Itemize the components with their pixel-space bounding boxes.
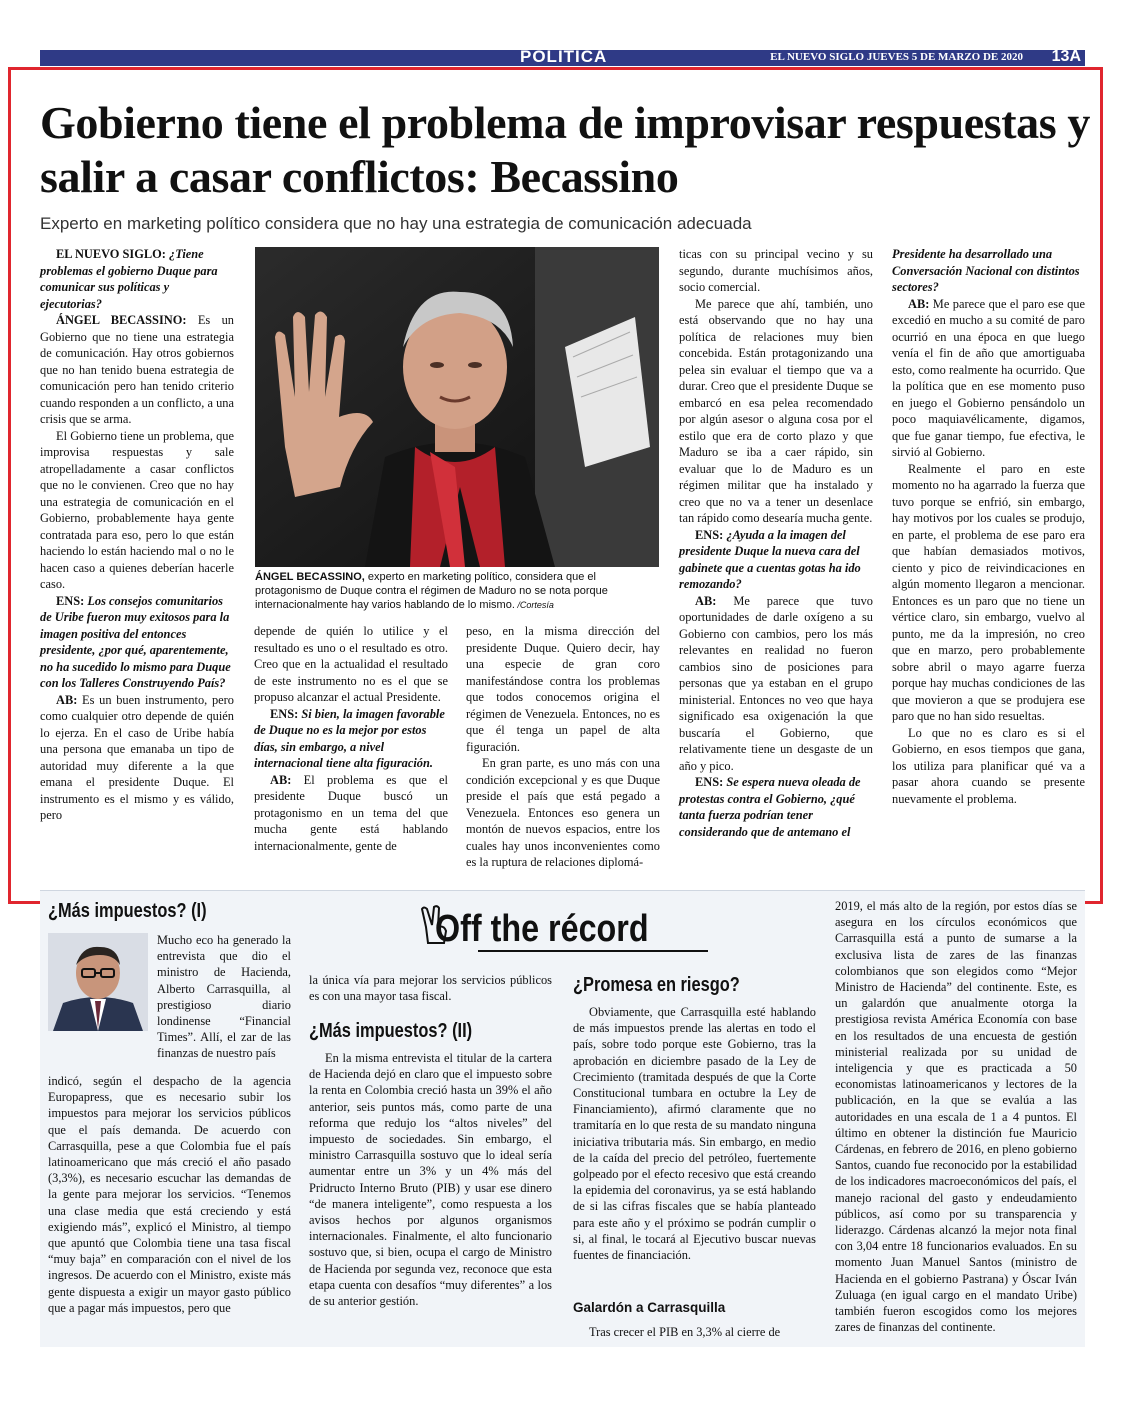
caption-name: ÁNGEL BECASSINO, bbox=[255, 571, 365, 583]
interviewer-label: EL NUEVO SIGLO: bbox=[56, 247, 166, 261]
paragraph: En la misma entrevista el titular de la cartera de Hacienda dejó en claro que el impuesto sobre la renta en Colombia creció hasta un 39% el año anterior, seis puntos más, como parte de una reforma que redujo los “altos niveles” del impuesto de sociedades. Sin embargo, el ministro Carrasquilla sostuvo que lo ideal sería aumentar entre un 3% y un 4% más del Pridructo Interno Bruto (PIB) y usar ese dinero “de manera inteligente”, como respuesta a los avisos hechos por algunos organismos internacionales. Finalmente, el alto funcionario sostuvo que, si bien, ocupa el cargo de Ministro de Hacienda por segunda vez, reconoce que esta etapa cuenta con desafíos “muy diferentes” a los de su anterior gestión. bbox=[309, 1051, 552, 1309]
portrait-illustration bbox=[255, 247, 659, 567]
question-text: Si bien, la imagen favorable de Duque no es la mejor por estos días, sin embargo, a nivel internacional tiene alta figuración. bbox=[254, 706, 445, 770]
section-heading: ¿Más impuestos? (I) bbox=[48, 900, 207, 922]
headline: Gobierno tiene el problema de improvisar respuestas y salir a casar conflictos: Becassino bbox=[40, 97, 1090, 203]
portrait-illustration bbox=[48, 933, 148, 1031]
interviewer-label: ENS: bbox=[270, 706, 299, 721]
article-column-4 bbox=[679, 246, 873, 840]
paragraph: ticas con su principal vecino y su segundo, durante muchísimos años, socio comercial. bbox=[679, 247, 873, 294]
paragraph: Tras crecer el PIB en 3,3% al cierre de bbox=[589, 1325, 781, 1339]
paragraph bbox=[254, 772, 448, 855]
answer-text: El problema es que el presidente Duque buscó un protagonismo en un tema del que mucha gente está hablando internacionalmente, gente de bbox=[254, 772, 448, 853]
article-column-2 bbox=[254, 623, 448, 854]
title-rule bbox=[478, 950, 708, 952]
question-text: ¿Tiene problemas el gobierno Duque para comunicar sus políticas y ejecutorias? bbox=[40, 247, 218, 311]
paragraph: Lo que no es claro es si el Gobierno, en esos tiempos que gana, los utiliza para planificar qué va a pasar ahora cuando se presente nuevamente el problema. bbox=[892, 725, 1085, 806]
paragraph: El Gobierno tiene un problema, que improvisa respuestas y sale atropelladamente a casar conflictos que no le convienen. Creo que no hay una estrategia de comunicación en el Gobierno, probablemente haya gente contratada para eso, pero lo que están haciendo lo están haciendo mal o no le hacen caso a quienes deberían hacerle caso. bbox=[40, 428, 234, 591]
otr-text-1b: indicó, según el despacho de la agencia Europapress, que es necesario subir los impuestos para mejorar los servicios públicos que el país demanda. De acuerdo con Carrasquilla, pese a que Colombia fue el país latinoamericano que más creció el año pasado (3,3%), es necesario escuchar las demandas de la gente para mejorar los servicios. “Tenemos una clase media que está creciendo y está exigiendo más”, explicó el Ministro, al tiempo que apuntó que Colombia tiene una tasa fiscal “muy baja” en comparación con el nivel de los ingresos. De acuerdo con el Ministro, existe más gente dispuesta a exigir un mayor gasto público que a pagar más impuestos, pero que bbox=[48, 1074, 291, 1315]
question bbox=[679, 527, 873, 593]
otr-text-2 bbox=[309, 1050, 552, 1309]
paragraph: peso, en la misma dirección del presidente Duque. Quiero decir, hay una especie de gran coro manifestándose contra los problemas que todos conocemos origina el régimen de Venezuela. Entonces, no es que él tenga un papel de alta figuración. bbox=[466, 624, 660, 754]
question bbox=[254, 706, 448, 772]
paragraph: depende de quién lo utilice y el resultado es uno o el resultado es otro. Creo que en la actualidad el resultado de este instrumento no es el que se propuso alcanzar el actual Presidente. bbox=[254, 624, 448, 704]
section-heading: Galardón a Carrasquilla bbox=[573, 1300, 726, 1315]
otr-text-3 bbox=[573, 1004, 816, 1263]
otr-text-1c: la única vía para mejorar los servicios públicos es con una mayor tasa fiscal. bbox=[309, 973, 552, 1004]
paragraph bbox=[892, 296, 1085, 461]
question bbox=[40, 593, 234, 692]
subheadline: Experto en marketing político considera que no hay una estrategia de comunicación adecuada bbox=[40, 214, 752, 233]
question-text: ¿Ayuda a la imagen del presidente Duque la nueva cara del gabinete que a cuentas gotas ha ido remozando? bbox=[679, 527, 861, 591]
newspaper-date: EL NUEVO SIGLO JUEVES 5 DE MARZO DE 2020 bbox=[770, 51, 1023, 63]
paragraph bbox=[679, 593, 873, 775]
answer-text: Me parece que tuvo oportunidades de darle oxígeno a su Gobierno con cambios, pero los más relevantes en realidad no fueron cambios sino de posiciones para personas que ya estaban en el grupo ministerial. Entonces no veo que haya significado esa oxigenación la que buscaría el Gobierno, que relativamente tiene un desgaste de un año y pico. bbox=[679, 593, 873, 773]
page-header-bar bbox=[40, 47, 1085, 66]
photo-credit: /Cortesía bbox=[514, 600, 554, 610]
question bbox=[40, 246, 234, 312]
paragraph: Realmente el paro en este momento no ha agarrado la fuerza que tuvo porque se enfrió, sin embargo, hay motivos por los cuales se produjo, en parte, el problema de ese paro era que habían demasiados motivos, ciento y pico de reivindicaciones en algún momento llegaron a mencionar. Entonces es un paro que no tiene un vértice claro, sin embargo, vuelvo al punto, me da la impresión, no creo que en marzo, pero probablemente sobre abril o mayo agarre fuerza porque hay muchas condiciones de las que movieron a que se produjera ese paro que no han sido resueltas. bbox=[892, 461, 1085, 723]
section-heading: ¿Promesa en riesgo? bbox=[573, 974, 740, 996]
article-column-5 bbox=[892, 246, 1085, 807]
answer-label: AB: bbox=[695, 593, 717, 608]
question-text: Se espera nueva oleada de protestas contra el Gobierno, ¿qué tanta fuerza podrían tener considerando que de antemano el bbox=[679, 775, 861, 839]
paragraph: Me parece que ahí, también, uno está observando que no hay una política de relaciones muy bien concebida. Están protagonizando una pelea sin evaluar el tiempo que va a durar. Creo que el presidente Duque se embarcó en esa pelea recomendado por algún asesor o alguna cosa por el estilo que era de corto plazo y que Maduro se iba a caer rápido, sin evaluar que lo de Maduro es un régimen militar que ha instalado y creo que no va a tener un desenlace tan rápido como desearía mucha gente. bbox=[679, 296, 873, 525]
paragraph bbox=[40, 312, 234, 428]
question-text: Presidente ha desarrollado una Conversación Nacional con distintos sectores? bbox=[892, 247, 1080, 294]
interviewer-label: ENS: bbox=[56, 593, 85, 608]
otr-text-4b: 2019, el más alto de la región, por estos días se asegura en los círculos económicos que Carrasquilla está a punto de sumarse a la exclusiva lista de zares de las finanzas colombianos que son elegidos como “Mejor Ministro de Hacienda” del continente. Este, es un galardón que anualmente otorga la prestigiosa revista América Economía con base en los resultados de una encuesta de gestión ministerial realizada por su unidad de inteligencia y que es practicada a 50 economistas latinoamericanos y lectores de la publicación, en la que se evalúa a las autoridades en una escala de 1 a 4 puntos. El último en obtener la distinción fue Mauricio Cárdenas, en febrero de 2016, en pleno gobierno Santos, cuando fue reconocido por la estabilidad de los indicadores macroeconómicos del país, el manejo racional del gasto y endeudamiento públicos, así como por su transparencia y liderazgo. Cárdenas alcanzó la mejor nota final con 3,04 entre 18 funcionarios evaluados. En su momento Juan Manuel Santos (ministro de Hacienda en el gobierno Pastrana) y Óscar Iván Zuluaga (en igual cargo en el mandato Uribe) también fueron escogidos como los mejores zares de finanzas del continente. bbox=[835, 899, 1077, 1335]
otr-text-1a: Mucho eco ha generado la entrevista que dio el ministro de Hacienda, Alberto Carrasquilla, al prestigioso diario londinense “Financial Times”. Allí, el zar de las finanzas de nuestro país bbox=[157, 933, 291, 1061]
page-number: 13A bbox=[1051, 48, 1081, 65]
answer-label: AB: bbox=[56, 692, 78, 707]
answer-label: AB: bbox=[270, 772, 292, 787]
section-heading: ¿Más impuestos? (II) bbox=[309, 1020, 473, 1042]
article-column-3 bbox=[466, 623, 660, 871]
question bbox=[679, 774, 873, 840]
article-column-1 bbox=[40, 246, 234, 824]
paragraph: En gran parte, es uno más con una condición excepcional y es que Duque preside el país que está pegado a Venezuela. Entonces eso genera un montón de nuevos espacios, entre los cuales hay unos inconvenientes como es la ruptura de relaciones diplomá- bbox=[466, 756, 660, 869]
question-text: Los consejos comunitarios de Uribe fueron muy exitosos para la imagen positiva del entonces presidente, ¿por qué, aparentemente, no ha sucedido lo mismo para Duque con los Talleres Construyendo País? bbox=[40, 593, 231, 690]
answer-text: Es un Gobierno que no tiene una estrategia de comunicación. Hay otros gobiernos que no han tenido buena estrategia de comunicación pero han tenido criterio cuando responden a un conflicto, a una crisis que se arma. bbox=[40, 313, 234, 426]
answer-text: Me parece que el paro ese que excedió en mucho a su comité de paro ocurrió en una época en que luego venía el fin de año que amortiguaba esto, como realmente ha ocurrido. Que la política que en ese momento puso en juego el Gobierno pensándolo un poco maquiavélicamente, digamos, que fue ganar tiempo, fue efectiva, le sirvió al Gobierno. bbox=[892, 296, 1085, 459]
paragraph: Obviamente, que Carrasquilla esté hablando de más impuestos prende las alertas en todo el país, sobre todo porque este Gobierno, tras la aprobación en diciembre pasado de la Ley de Crecimiento (tramitada después de que la Corte Constitucional tumbara en octubre la Ley de Financiamiento), afirmó claramente que no tramitaría en lo que resta de su mandato ninguna iniciativa tributaria más. Sin embargo, en medio de la caída del precio del petróleo, fuertemente golpeado por el efecto recesivo que está creando la epidemia del coronavirus, ya se está hablando de si las cifras fiscales que se había planteado para este año y el próximo se podrán cumplir o si, al final, le tocará al Ejecutivo buscar nuevas fuentes de financiación. bbox=[573, 1005, 816, 1263]
photo-caption bbox=[255, 570, 663, 612]
otr-text-4a bbox=[573, 1324, 816, 1340]
becassino-photo bbox=[255, 247, 659, 567]
off-the-record-title: Off the récord bbox=[435, 908, 649, 950]
answer-label: ÁNGEL BECASSINO: bbox=[56, 313, 187, 327]
answer-text: Es un buen instrumento, pero como cualquier otro depende de quién lo ejerza. En el caso de Uribe había una persona que emanaba un tipo de autoridad muy diferente a la que emana el presidente Duque. El instrumento es el mismo y es válido, pero bbox=[40, 692, 234, 822]
interviewer-label: ENS: bbox=[695, 775, 724, 789]
interviewer-label: ENS: bbox=[695, 527, 724, 542]
carrasquilla-photo bbox=[48, 933, 148, 1031]
answer-label: AB: bbox=[908, 296, 930, 311]
section-label: POLÍTICA bbox=[520, 47, 608, 66]
caption-text: experto en marketing político, considera que el protagonismo de Duque contra el régimen de Maduro no se nota porque internacionalmente hay varios hablando de lo mismo. bbox=[255, 571, 608, 611]
paragraph bbox=[40, 692, 234, 824]
